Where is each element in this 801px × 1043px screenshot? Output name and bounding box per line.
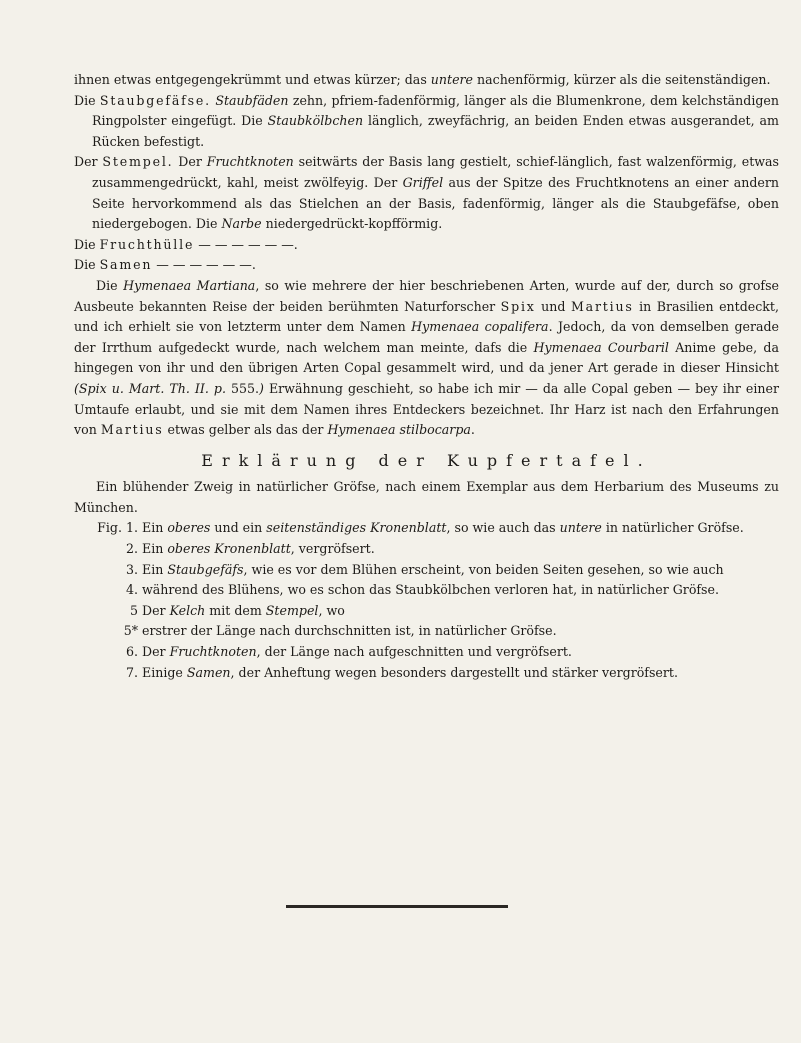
fig-item-2: 2. Ein oberes Kronenblatt, vergröfsert.	[74, 539, 779, 560]
fig-item-3: 3. Ein Staubgefäfs, wie es vor dem Blühen erscheint, von beiden Seiten gesehen, so wie auch	[74, 560, 779, 581]
fig-item-1: Fig. 1. Ein oberes und ein seitenständiges Kronenblatt, so wie auch das untere in natürlicher Gröfse.	[74, 518, 779, 539]
line-samen: Die Samen — — — — — —.	[74, 257, 256, 273]
fig-number: 5*	[123, 623, 138, 639]
fig-item-5: 5 Der Kelch mit dem Stempel, wo	[74, 601, 779, 622]
line-fruchthuelle: Die Fruchthülle — — — — — —.	[74, 236, 298, 252]
fig-number: 4.	[125, 582, 138, 598]
plate-intro: Ein blühender Zweig in natürlicher Gröfse, nach einem Exemplar aus dem Herbarium des Museums zu München.	[74, 479, 779, 515]
section-heading: Erklärung der Kupfertafel.	[201, 450, 652, 470]
text-line-1: ihnen etwas entgegengekrümmt und etwas kürzer; das untere nachenförmig, kürzer als die seitenständigen.	[74, 72, 771, 87]
fig-item-4: 4. während des Blühens, wo es schon das Staubkölbchen verloren hat, in natürlicher Gröfse.	[74, 580, 779, 601]
fig-number: 5	[129, 602, 138, 618]
page-text	[74, 70, 779, 683]
fig-item-7: 7. Einige Samen, der Anheftung wegen besonders dargestellt und stärker vergröfsert.	[74, 663, 779, 684]
closing-rule	[286, 905, 508, 908]
fig-number: 3.	[125, 561, 138, 577]
fig-number: 6.	[125, 644, 138, 660]
fig-number: 2.	[125, 541, 138, 557]
fig-number: Fig. 1.	[97, 520, 138, 536]
fig-number: 7.	[125, 664, 138, 680]
paragraph-stempel: Der Stempel. Der Fruchtknoten seitwärts der Basis lang gestielt, schief-länglich, fast walzenförmig, etwas zusammengedrückt, kahl, meist zwölfeyig. Der Griffel aus der Spitze des Fruchtknotens an einer andern Seite hervorkommend als das Stielchen an der Basis, fadenförmig, länger als die Staubgefäfse, oben niedergebogen. Die Narbe niedergedrückt-kopfförmig.	[74, 154, 780, 232]
paragraph-staubgefaesse: Die Staubgefäfse. Staubfäden zehn, pfriem-fadenförmig, länger als die Blumenkrone, dem kelchständigen Ringpolster eingefügt. Die Staubkölbchen länglich, zweyfächrig, an beiden Enden etwas ausgerandet, am Rücken befestigt.	[74, 92, 779, 149]
fig-item-6: 6. Der Fruchtknoten, der Länge nach aufgeschnitten und vergröfsert.	[74, 642, 779, 663]
paragraph-hymenaea: Die Hymenaea Martiana, so wie mehrere der hier beschriebenen Arten, wurde auf der, durch so grofse Ausbeute bekannten Reise der beiden berühmten Naturforscher Spix und Martius in Brasilien entdeckt, und ich erhielt sie von letzterm unter dem Namen Hymenaea copalifera. Jedoch, da von demselben gerade der Irrthum aufgedeckt wurde, nach welchem man meinte, dafs die Hymenaea Courbaril Anime gebe, da hingegen von ihr und den übrigen Arten Copal gesammelt wird, und da jener Art gerade in dieser Hinsicht (Spix u. Mart. Th. II. p. 555.) Erwähnung geschieht, so habe ich mir — da alle Copal geben — bey ihr einer Umtaufe erlaubt, und sie mit dem Namen ihres Entdeckers bezeichnet. Ihr Harz ist nach den Erfahrungen von Martius etwas gelber als das der Hymenaea stilbocarpa.	[74, 277, 780, 438]
fig-item-5-star: 5* erstrer der Länge nach durchschnitten ist, in natürlicher Gröfse.	[74, 621, 779, 642]
